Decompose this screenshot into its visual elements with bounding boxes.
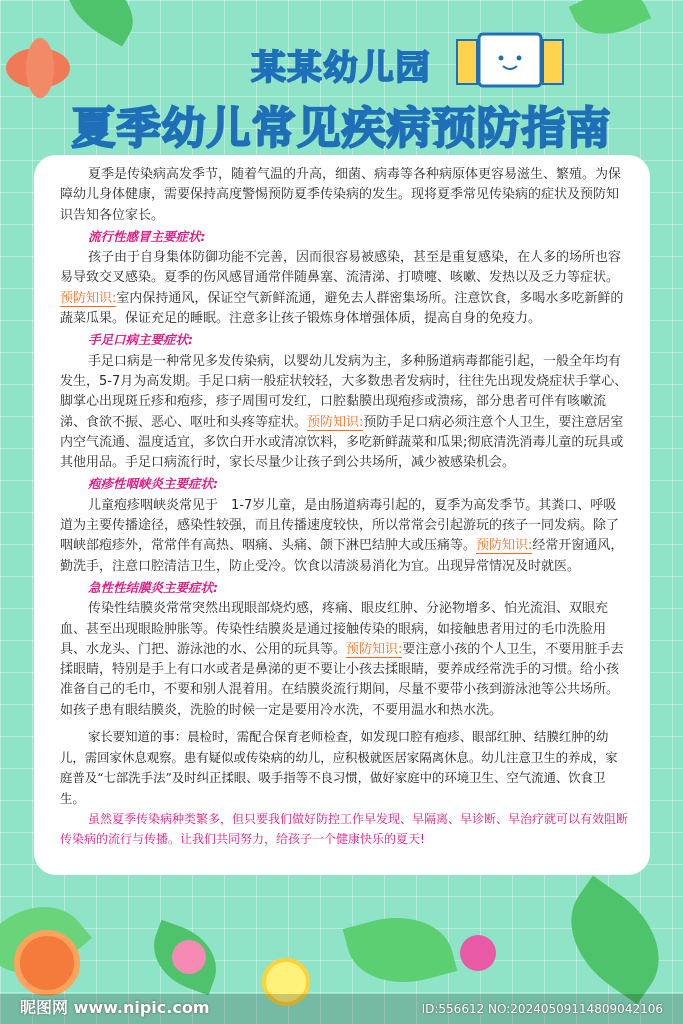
prevention-label: 预防知识: (346, 641, 403, 657)
section-body (60, 248, 628, 329)
prevention-text: 经常开窗通风，勤洗手，注意口腔清洁卫生，防止受冷。饮食以清淡易消化为宜。出现异常情况及时就医。 (60, 538, 624, 574)
section-body (60, 496, 628, 577)
prevention-label: 预防知识: (476, 538, 533, 554)
section-heading: 手足口病主要症状: (88, 332, 193, 348)
prevention-text: 室内保持通风，保证空气新鲜流通，避免去人群密集场所。注意饮食，多喝水多吃新鲜的蔬菜瓜果。保证充足的睡眠。注意多让孩子锻炼身体增强体质，提高自身的免疫力。 (60, 290, 624, 327)
page-title (0, 92, 683, 156)
section-text: 孩子由于自身集体防御功能不完善，因而很容易被感染，甚至是重复感染，在人多的场所也容易导致交叉感染。夏季的伤风感冒通常伴随鼻塞、流清涕、打喷嚏、咳嗽、发热以及乏力等症状。 (60, 250, 622, 286)
title-part: 预防 (431, 103, 522, 154)
prevention-label: 预防知识: (307, 414, 364, 430)
prevention-text: 预防手足口病必须注意个人卫生，要注意居室内空气流通、温度适宜，多饮白开水或清凉饮料，多吃新鲜蔬菜和瓜果;彻底清洗消毒儿童的玩具或其他用品。手足口病流行时，家长尽量少让孩子到公共场所，减少被感染机会。 (60, 414, 624, 471)
section-heading: 流行性感冒主要症状: (88, 228, 206, 244)
flower-decoration (460, 935, 496, 971)
section-text: 手足口病是一种常见多发传染病，以婴幼儿发病为主，多种肠道病毒都能引起，一般全年均有发生，5-7月为高发期。手足口病一般症状较轻，大多数患者发病时，往往先出现发烧症状手掌心、脚掌心出现斑丘疹和疱疹，疹子周围可发红，口腔黏膜出现疱疹或溃疡，部分患者可伴有咳嗽流涕、食欲不振、恶心、呕吐和头疼等症状。 (60, 353, 628, 430)
section-body (60, 352, 628, 474)
section-text: 儿童疱疹咽峡炎常见于 1-7岁儿童，是由肠道病毒引起的，夏季为高发季节。其粪口、呼吸道为主要传播途径，感染性较强，而且传播速度较快，所以常常会引起游玩的孩子一同发病。除了咽峡部疱疹外，常常伴有高热、咽痛、头痛、颌下淋巴结肿大或压痛等。 (60, 497, 620, 554)
window-icon (455, 30, 565, 90)
section-body (60, 599, 628, 721)
closing-text: 虽然夏季传染病种类繁多，但只要我们做好防控工作早发现、早隔离、早诊断、早治疗就可以有效阻断传染病的流行与传播。让我们共同努力，给孩子一个健康快乐的夏天! (60, 812, 629, 847)
content-card (34, 155, 650, 875)
title-part: 指南 (521, 103, 612, 154)
leaf-decoration (343, 903, 458, 996)
leaf-decoration (547, 876, 683, 1005)
intro-text: 夏季是传染病高发季节，随着气温的升高，细菌、病毒等各种病原体更容易滋生、繁殖。为保障幼儿身体健康，需要保持高度警惕预防夏季传染病的发生。现将夏季常见传染病的症状及预防知识告知各位家长。 (60, 167, 622, 223)
section-text: 传染性结膜炎常常突然出现眼部烧灼感，疼痛、眼皮红肿、分泌物增多、怕光流泪、双眼充血、甚至出现眼睑肿胀等。传染性结膜炎是通过接触传染的眼病，如接触患者用过的毛巾洗脸用具、水龙头、门把、游泳池的水、公用的玩具等。 (60, 601, 609, 657)
title-part: 夏季幼儿 (71, 103, 252, 154)
flower-decoration (172, 940, 206, 974)
section-heading: 疱疹性咽峡炎主要症状: (88, 476, 218, 492)
flower-decoration (14, 930, 80, 996)
section-heading: 急性性结膜炎主要症状: (88, 579, 218, 595)
watermark-site: 昵图网 www.nipic.com (20, 998, 210, 1017)
watermark-id: ID:556612 NO:20240509114809042106 (421, 1002, 663, 1016)
title-part: 疾病 (341, 103, 432, 154)
title-part: 常见 (251, 103, 342, 154)
prevention-text: 要注意小孩的个人卫生，不要用脏手去揉眼睛，特别是手上有口水或者是鼻涕的更不要让小孩去揉眼睛，要养成经常洗手的习惯。给小孩准备自己的毛巾，不要和别人混着用。在结膜炎流行期间，尽量不要带小孩到游泳池等公共场所。如孩子患有眼结膜炎，洗脸的时候一定是要用冷水洗，不要用温水和热水洗。 (60, 641, 624, 718)
parents-note: 家长要知道的事：晨检时，需配合保育老师检查，如发现口腔有疱疹、眼部红肿、结膜红肿的幼儿，需回家休息观察。患有疑似或传染病的幼儿，应积极就医居家隔离休息。幼儿注意卫生的养成，家庭普及“七部洗手法”及时纠正揉眼、吸手指等不良习惯，做好家庭中的环境卫生、空气流通、饮食卫生。 (60, 729, 618, 806)
prevention-label: 预防知识: (60, 290, 117, 306)
school-name: 某某幼儿园 (251, 48, 432, 88)
